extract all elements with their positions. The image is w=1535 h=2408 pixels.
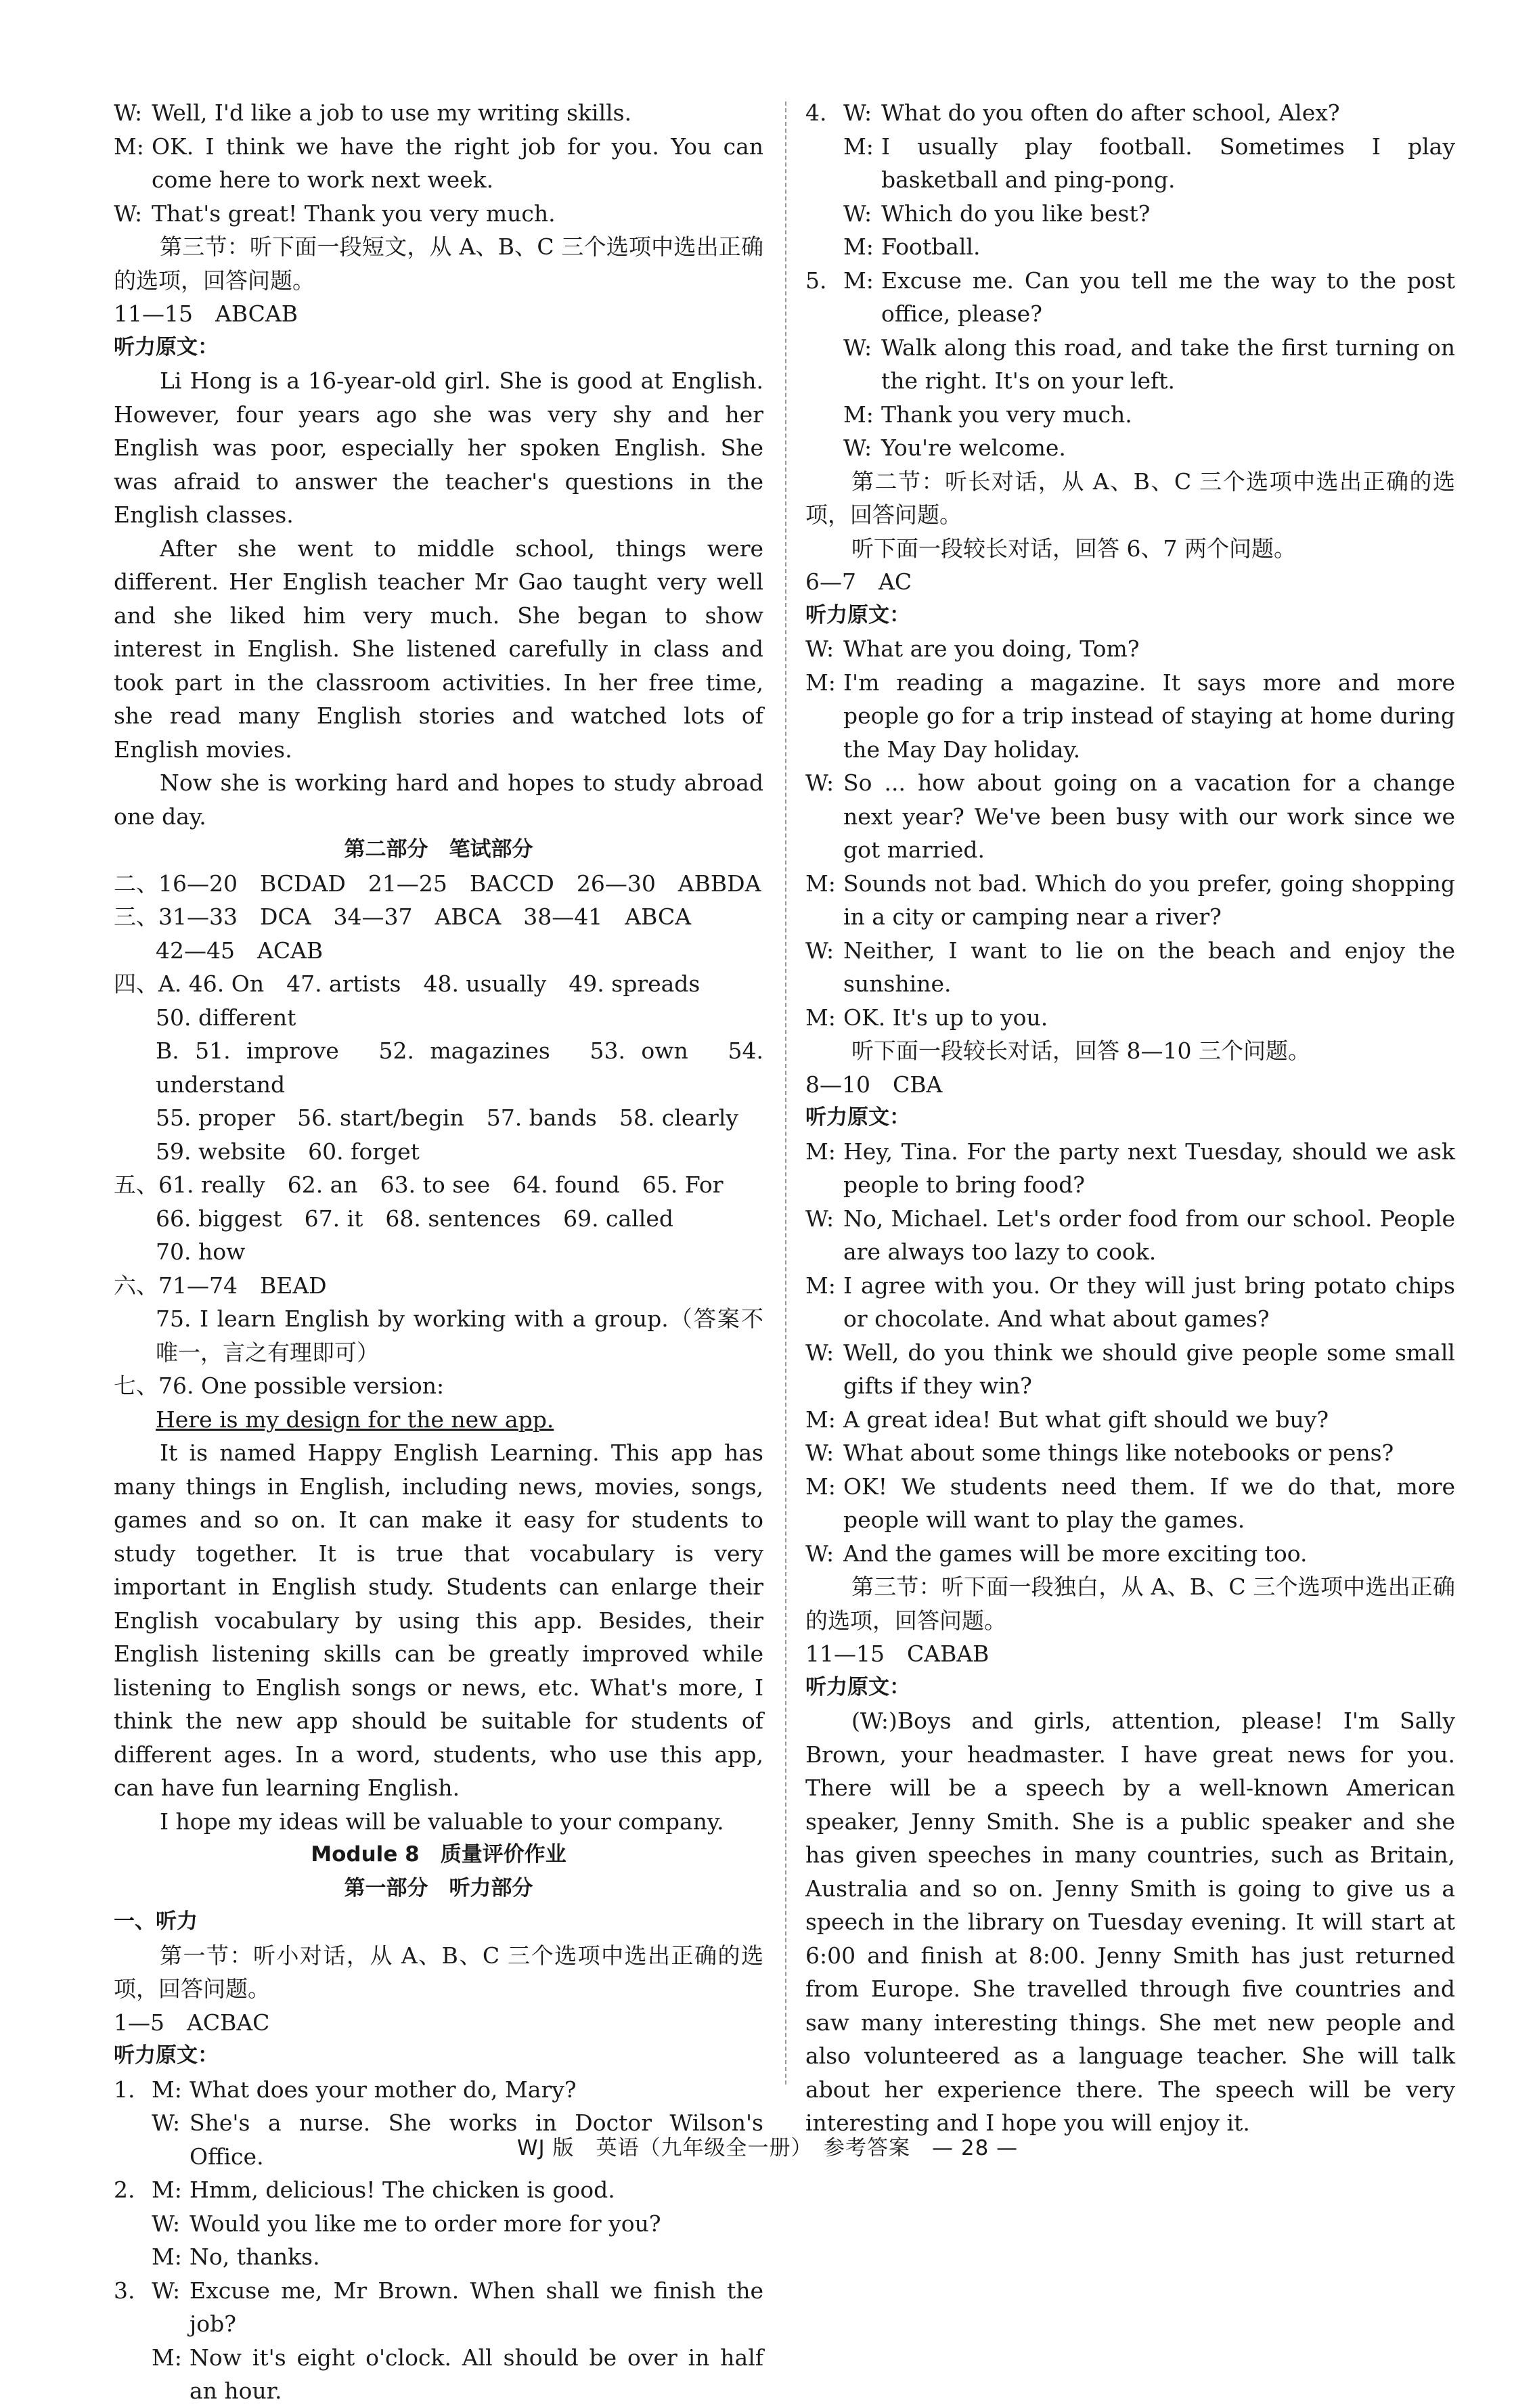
dialogue-text: Walk along this road, and take the first turning on the right. It's on your left. xyxy=(881,334,1455,394)
speaker: M: xyxy=(843,401,874,428)
paragraph: After she went to middle school, things were different. Her English teacher Mr Gao taught very well and she liked him very much. She began to show interest in English. She listened carefully in class and took part in the classroom activities. In her free time, she read many English stories and watched lots of English movies. xyxy=(114,535,763,763)
essay-first-line xyxy=(114,1403,763,1437)
dialogue-line xyxy=(805,197,1455,231)
answer-line: 66. biggest 67. it 68. sentences 69. called xyxy=(156,1205,673,1232)
item-number: 1. xyxy=(114,2076,135,2103)
speaker: W: xyxy=(805,636,835,662)
speaker: M: xyxy=(805,1406,836,1433)
dialogue-line xyxy=(805,96,1455,130)
dialogue-text: No, thanks. xyxy=(190,2244,320,2270)
speaker: W: xyxy=(114,99,143,126)
dialogue-text: You're welcome. xyxy=(881,434,1066,461)
instruction: 第三节：听下面一段独白，从 A、B、C 三个选项中选出正确的选项，回答问题。 xyxy=(805,1574,1455,1634)
dialogue-text: No, Michael. Let's order food from our school. People are always too lazy to cook. xyxy=(843,1205,1455,1265)
dialogue-text: What are you doing, Tom? xyxy=(843,636,1140,662)
instruction: 第三节：听下面一段短文，从 A、B、C 三个选项中选出正确的选项，回答问题。 xyxy=(114,233,763,294)
dialogue-line xyxy=(114,96,763,130)
speaker: W: xyxy=(114,200,143,227)
paragraph: Now she is working hard and hopes to study abroad one day. xyxy=(114,770,763,830)
speaker: M: xyxy=(152,2177,182,2203)
speaker: M: xyxy=(805,669,836,696)
dialogue-line xyxy=(805,1202,1455,1269)
page-footer: WJ 版 英语（九年级全一册） 参考答案 — 28 — xyxy=(516,2136,1019,2160)
dialogue-line xyxy=(805,398,1455,432)
dialogue-text: Sounds not bad. Which do you prefer, going shopping in a city or camping near a river? xyxy=(843,870,1455,930)
dialogue-line xyxy=(805,230,1455,264)
speaker: W: xyxy=(805,1205,835,1232)
answer-line: 70. how xyxy=(156,1239,246,1265)
instruction: 第一节：听小对话，从 A、B、C 三个选项中选出正确的选项，回答问题。 xyxy=(114,1942,763,2002)
instruction: 听下面一段较长对话，回答 6、7 两个问题。 xyxy=(851,535,1296,562)
item-number xyxy=(805,197,843,231)
paragraph: (W:)Boys and girls, attention, please! I'm Sally Brown, your headmaster. I have great news for you. There will be a speech by a well-known American speaker, Jenny Smith. She is a public speaker and she has given speeches in many countries, such as Britain, Australia and so on. Jenny Smith is going to give us a speech in the library on Tuesday evening. It will start at 6:00 and finish at 8:00. Jenny Smith has just returned from Europe. She travelled through five countries and saw many interesting things. She met new people and also volunteered as a language teacher. She will talk about her experience there. The speech will be very interesting and I hope you will enjoy it. xyxy=(805,1708,1455,2136)
speaker: W: xyxy=(805,1540,835,1567)
dialogue-text: I'm reading a magazine. It says more and more people go for a trip instead of staying at home during the May Day holiday. xyxy=(843,669,1455,763)
dialogue-line xyxy=(805,1001,1455,1035)
answer-line: 75. I learn English by working with a group.（答案不唯一，言之有理即可） xyxy=(156,1306,763,1366)
speaker: M: xyxy=(843,267,874,294)
dialogue-text: Hey, Tina. For the party next Tuesday, should we ask people to bring food? xyxy=(843,1138,1455,1198)
dialogue-line xyxy=(805,431,1455,465)
item-number xyxy=(805,230,843,264)
speaker: W: xyxy=(152,2110,181,2136)
dialogue-text: Hmm, delicious! The chicken is good. xyxy=(190,2177,615,2203)
dialogue-text: OK. I think we have the right job for you. You can come here to work next week. xyxy=(152,133,763,193)
speaker: M: xyxy=(152,2076,182,2103)
underlined-text: Here is my design for the new app. xyxy=(156,1406,554,1433)
answer-line: 50. different xyxy=(156,1004,296,1031)
dialogue-text: She's a nurse. She works in Doctor Wilson's Office. xyxy=(190,2110,763,2170)
speaker: W: xyxy=(805,937,835,964)
speaker: W: xyxy=(843,99,872,126)
section-heading: 第二部分 笔试部分 xyxy=(344,837,533,862)
dialogue-text: What about some things like notebooks or pens? xyxy=(843,1440,1394,1466)
dialogue-line xyxy=(805,934,1455,1001)
dialogue-line xyxy=(805,1436,1455,1470)
answer-line: 59. website 60. forget xyxy=(156,1138,420,1165)
answer-line: B. 51. improve 52. magazines 53. own 54. understand xyxy=(156,1038,763,1098)
dialogue-text: Football. xyxy=(881,233,981,260)
speaker: W: xyxy=(805,1339,835,1366)
item-number: 3. xyxy=(114,2277,135,2304)
dialogue-text: Excuse me. Can you tell me the way to the post office, please? xyxy=(881,267,1455,327)
dialogue-text: OK! We students need them. If we do that, more people will want to play the games. xyxy=(843,1473,1455,1533)
dialogue-line xyxy=(114,2341,763,2408)
item-number xyxy=(805,331,843,398)
section-label: 一、听力 xyxy=(114,1909,198,1934)
section-label: 听力原文： xyxy=(114,2043,219,2068)
answer-line: 六、71—74 BEAD xyxy=(114,1272,327,1299)
dialogue-line xyxy=(805,1269,1455,1336)
dialogue-text: I usually play football. Sometimes I play basketball and ping-pong. xyxy=(881,133,1455,193)
dialogue-text: What do you often do after school, Alex? xyxy=(881,99,1340,126)
answer-line: 四、A. 46. On 47. artists 48. usually 49. spreads xyxy=(114,971,700,997)
instruction: 听下面一段较长对话，回答 8—10 三个问题。 xyxy=(851,1038,1310,1064)
dialogue-line xyxy=(114,2207,763,2241)
speaker: M: xyxy=(152,2344,182,2371)
section-heading: 第一部分 听力部分 xyxy=(344,1875,533,1900)
dialogue-text: Which do you like best? xyxy=(881,200,1151,227)
speaker: M: xyxy=(114,133,144,160)
speaker: M: xyxy=(805,870,836,897)
dialogue-text: I agree with you. Or they will just bring potato chips or chocolate. And what about games? xyxy=(843,1272,1455,1332)
speaker: M: xyxy=(805,1138,836,1165)
speaker: M: xyxy=(843,133,874,160)
speaker: M: xyxy=(805,1004,836,1031)
dialogue-line xyxy=(805,1470,1455,1537)
speaker: M: xyxy=(805,1272,836,1299)
speaker: W: xyxy=(152,2277,181,2304)
item-number: 4. xyxy=(805,99,827,126)
answer-line: 1—5 ACBAC xyxy=(114,2009,270,2036)
dialogue-text: What does your mother do, Mary? xyxy=(190,2076,577,2103)
dialogue-text: Well, I'd like a job to use my writing skills. xyxy=(152,99,632,126)
item-number xyxy=(805,398,843,432)
speaker: M: xyxy=(805,1473,836,1500)
dialogue-text: So ... how about going on a vacation for a change next year? We've been busy with our work since we got married. xyxy=(843,770,1455,863)
dialogue-line xyxy=(114,2274,763,2341)
dialogue-line xyxy=(805,331,1455,398)
dialogue-line xyxy=(805,867,1455,934)
speaker: W: xyxy=(805,1440,835,1466)
paragraph: Li Hong is a 16-year-old girl. She is good at English. However, four years ago she was very shy and her English was poor, especially her spoken English. She was afraid to answer the teacher's questions in the English classes. xyxy=(114,367,763,528)
dialogue-text: Would you like me to order more for you? xyxy=(190,2210,661,2237)
dialogue-line xyxy=(805,264,1455,331)
answer-line: 三、31—33 DCA 34—37 ABCA 38—41 ABCA xyxy=(114,904,692,930)
right-column xyxy=(805,96,1455,2140)
dialogue-text: Neither, I want to lie on the beach and enjoy the sunshine. xyxy=(843,937,1455,997)
dialogue-text: Excuse me, Mr Brown. When shall we finish the job? xyxy=(190,2277,763,2337)
dialogue-line xyxy=(114,2073,763,2107)
item-number xyxy=(805,431,843,465)
column-divider xyxy=(785,102,786,2084)
item-number xyxy=(114,2341,152,2408)
item-number xyxy=(114,2207,152,2241)
dialogue-text: Now it's eight o'clock. All should be over in half an hour. xyxy=(190,2344,763,2404)
item-number xyxy=(114,2240,152,2274)
dialogue-line xyxy=(805,1336,1455,1403)
answer-line: 42—45 ACAB xyxy=(156,937,324,964)
section-heading: Module 8 质量评价作业 xyxy=(311,1842,566,1867)
item-number xyxy=(805,130,843,197)
answer-line: 6—7 AC xyxy=(805,568,912,595)
answer-line: 二、16—20 BCDAD 21—25 BACCD 26—30 ABBDA xyxy=(114,870,761,897)
section-label: 听力原文： xyxy=(805,1674,910,1699)
speaker: W: xyxy=(152,2210,181,2237)
dialogue-line xyxy=(805,1537,1455,1571)
dialogue-text: OK. It's up to you. xyxy=(843,1004,1048,1031)
answer-line: 七、76. One possible version: xyxy=(114,1373,445,1399)
speaker: M: xyxy=(152,2244,182,2270)
section-label: 听力原文： xyxy=(805,1105,910,1130)
paragraph: I hope my ideas will be valuable to your company. xyxy=(160,1808,724,1835)
dialogue-line xyxy=(114,2173,763,2207)
section-label: 听力原文： xyxy=(805,602,910,627)
speaker: W: xyxy=(843,434,872,461)
answer-line: 8—10 CBA xyxy=(805,1071,943,1098)
speaker: W: xyxy=(805,770,835,796)
answer-line: 11—15 CABAB xyxy=(805,1641,989,1667)
speaker: W: xyxy=(843,334,872,361)
item-number: 5. xyxy=(805,267,827,294)
dialogue-line xyxy=(805,766,1455,867)
dialogue-line xyxy=(805,1403,1455,1437)
dialogue-line xyxy=(805,666,1455,767)
speaker: W: xyxy=(843,200,872,227)
instruction: 第二节：听长对话，从 A、B、C 三个选项中选出正确的选项，回答问题。 xyxy=(805,468,1455,528)
left-column xyxy=(114,96,763,2408)
section-label: 听力原文： xyxy=(114,334,219,359)
dialogue-line xyxy=(805,130,1455,197)
dialogue-text: That's great! Thank you very much. xyxy=(152,200,556,227)
dialogue-text: Well, do you think we should give people some small gifts if they win? xyxy=(843,1339,1455,1399)
speaker: M: xyxy=(843,233,874,260)
dialogue-text: Thank you very much. xyxy=(881,401,1132,428)
dialogue-line xyxy=(114,2240,763,2274)
dialogue-line xyxy=(805,1135,1455,1202)
dialogue-line xyxy=(114,130,763,197)
answer-line: 11—15 ABCAB xyxy=(114,300,298,327)
answer-line: 五、61. really 62. an 63. to see 64. found 65. For xyxy=(114,1172,724,1198)
answer-line: 55. proper 56. start/begin 57. bands 58. clearly xyxy=(156,1105,739,1131)
item-number: 2. xyxy=(114,2177,135,2203)
dialogue-text: A great idea! But what gift should we buy? xyxy=(843,1406,1329,1433)
dialogue-text: And the games will be more exciting too. xyxy=(843,1540,1308,1567)
paragraph: It is named Happy English Learning. This app has many things in English, including news, movies, songs, games and so on. It can make it easy for students to study together. It is true that vocabulary is very important in English study. Students can enlarge their English vocabulary by using this app. Besides, their English listening skills can be greatly improved while listening to English songs or news, etc. What's more, I think the new app should be suitable for students of different ages. In a word, students, who use this app, can have fun learning English. xyxy=(114,1440,763,1801)
dialogue-line xyxy=(114,197,763,231)
dialogue-line xyxy=(805,632,1455,666)
